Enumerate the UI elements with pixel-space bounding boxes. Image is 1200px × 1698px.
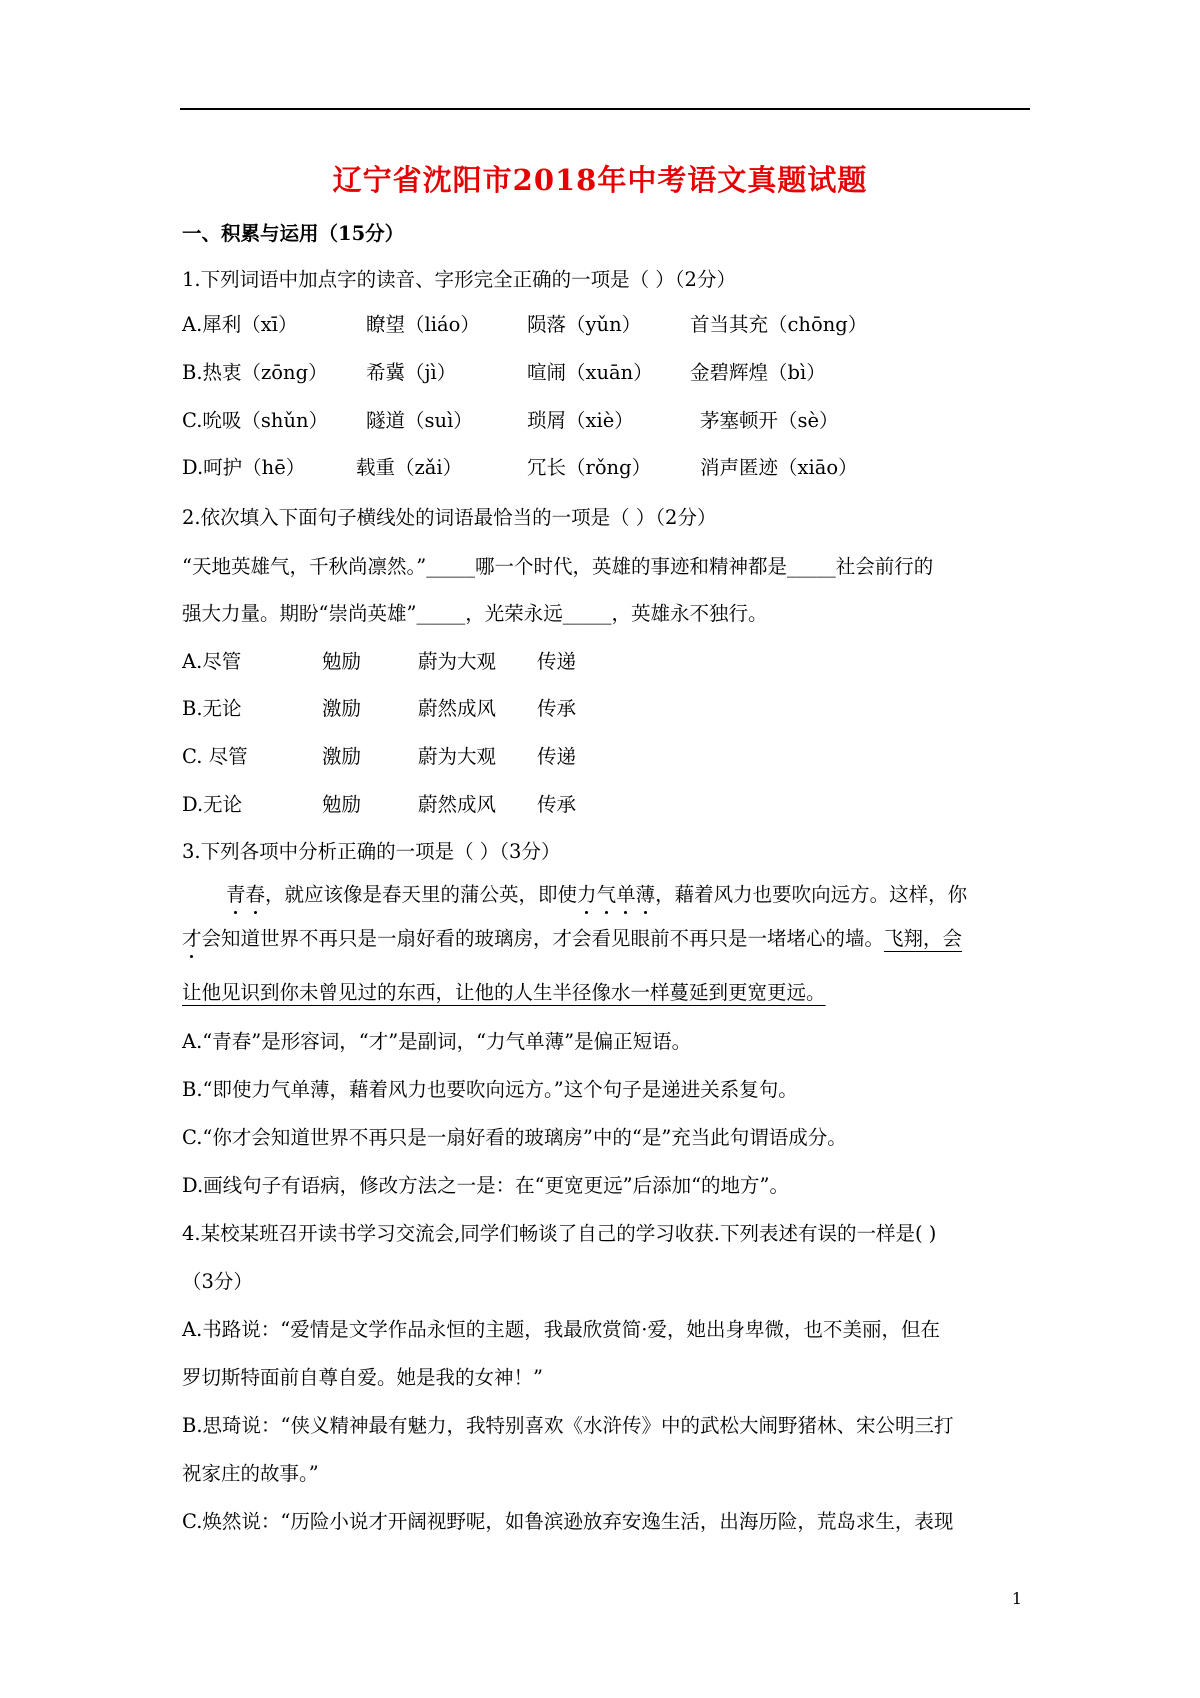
q1-option-row0-col3: 首当其充（chōng） [690,313,868,336]
q2-stem: 2.依次填入下面句子横线处的词语最恰当的一项是（ ）（2分） [182,506,717,529]
q1-option-row2-col0: C.吮吸（shǔn） [182,409,329,432]
q1-stem: 1.下列词语中加点字的读音、字形完全正确的一项是（ ）（2分） [182,268,736,291]
q2-option-row0-col0: A.尽管 [182,650,242,673]
q3-passage-text-1: ，就应该像是春天里的蒲公英，即使 [265,883,578,906]
q2-option-row3-col3: 传承 [537,793,577,816]
header-rule [180,108,1030,110]
q2-option-row0-col1: 勉励 [322,650,362,673]
section-heading: 一、积累与运用（15分） [182,222,405,245]
q1-option-row1-col3: 金碧辉煌（bì） [690,361,826,384]
q3-passage-line1 [226,883,967,907]
q3-passage-line3 [182,981,826,1005]
q3-stem: 3.下列各项中分析正确的一项是（ ）（3分） [182,840,561,863]
q1-option-row3-col3: 消声匿迹（xiāo） [700,456,858,479]
q3-passage-line2 [182,927,962,951]
page-number: 1 [1011,1589,1022,1608]
q2-option-row3-col0: D.无论 [182,793,243,816]
q1-option-row0-col0: A.犀利（xī） [182,313,298,336]
q4-line: B.思琦说：“侠义精神最有魅力，我特别喜欢《水浒传》中的武松大闹野猪林、宋公明三打 [182,1414,954,1437]
q4-line: 罗切斯特面前自尊自爱。她是我的女神！” [182,1366,543,1389]
q1-option-row0-col1: 瞭望（liáo） [366,313,480,336]
q1-option-row2-col2: 琐屑（xiè） [527,409,634,432]
q2-option-row2-col1: 激励 [322,745,362,768]
q2-passage-line1: “天地英雄气，千秋尚凛然。”_____哪一个时代，英雄的事迹和精神都是_____社会前行的 [182,555,934,578]
q2-option-row1-col2: 蔚然成风 [418,697,497,720]
q1-option-row2-col1: 隧道（suì） [366,409,473,432]
q3-dotted-liqi: 力气单薄 [577,883,656,906]
q3-underlined-sentence-start: 飞翔，会 [884,927,963,950]
q4-line: A.书路说：“爱情是文学作品永恒的主题，我最欣赏简·爱，她出身卑微，也不美丽，但在 [182,1318,940,1341]
q2-option-row1-col3: 传承 [537,697,577,720]
q1-option-row0-col2: 陨落（yǔn） [527,313,642,336]
q3-passage-text-3: 会知道世界不再只是一扇好看的玻璃房，才会看见眼前不再只是一堵堵心的墙。 [201,927,885,950]
q2-option-row1-col0: B.无论 [182,697,242,720]
q4-line: C.焕然说：“历险小说才开阔视野呢，如鲁滨逊放弃安逸生活，出海历险，荒岛求生，表现 [182,1510,954,1533]
page-title: 辽宁省沈阳市2018年中考语文真题试题 [332,163,868,197]
q2-option-row0-col2: 蔚为大观 [418,650,497,673]
q1-option-row1-col2: 喧闹（xuān） [527,361,653,384]
q1-option-row3-col2: 冗长（rǒng） [527,456,652,479]
q1-option-row2-col3: 茅塞顿开（sè） [700,409,839,432]
q1-option-row1-col0: B.热衷（zōng） [182,361,328,384]
q3-underlined-sentence-end: 让他见识到你未曾见过的东西，让他的人生半径像水一样蔓延到更宽更远。 [182,981,826,1004]
q1-option-row1-col1: 希冀（jì） [366,361,457,384]
q4-stem-score: （3分） [182,1270,253,1293]
q4-stem: 4.某校某班召开读书学习交流会,同学们畅谈了自己的学习收获.下列表述有误的一样是( ) [182,1222,937,1245]
q4-line: 祝家庄的故事。” [182,1462,319,1485]
q2-option-row2-col2: 蔚为大观 [418,745,497,768]
q3-passage-text-2: ，藉着风力也要吹向远方。这样，你 [655,883,968,906]
q2-option-row0-col3: 传递 [537,650,577,673]
q3-dotted-cai: 才 [182,927,202,950]
q2-option-row1-col1: 激励 [322,697,362,720]
q2-option-row3-col2: 蔚然成风 [418,793,497,816]
q1-option-row3-col1: 载重（zǎi） [356,456,463,479]
q3-dotted-qingchun: 青春 [226,883,266,906]
q1-option-row3-col0: D.呵护（hē） [182,456,306,479]
q3-option-a: A.“青春”是形容词，“才”是副词，“力气单薄”是偏正短语。 [182,1030,692,1053]
q3-option-d: D.画线句子有语病，修改方法之一是：在“更宽更远”后添加“的地方”。 [182,1174,790,1197]
q2-option-row3-col1: 勉励 [322,793,362,816]
q2-passage-line2: 强大力量。期盼“崇尚英雄”_____，光荣永远_____，英雄永不独行。 [182,602,768,625]
q3-option-b: B.“即使力气单薄，藉着风力也要吹向远方。”这个句子是递进关系复句。 [182,1078,798,1101]
q2-option-row2-col0: C. 尽管 [182,745,248,768]
q3-option-c: C.“你才会知道世界不再只是一扇好看的玻璃房”中的“是”充当此句谓语成分。 [182,1126,847,1149]
q2-option-row2-col3: 传递 [537,745,577,768]
